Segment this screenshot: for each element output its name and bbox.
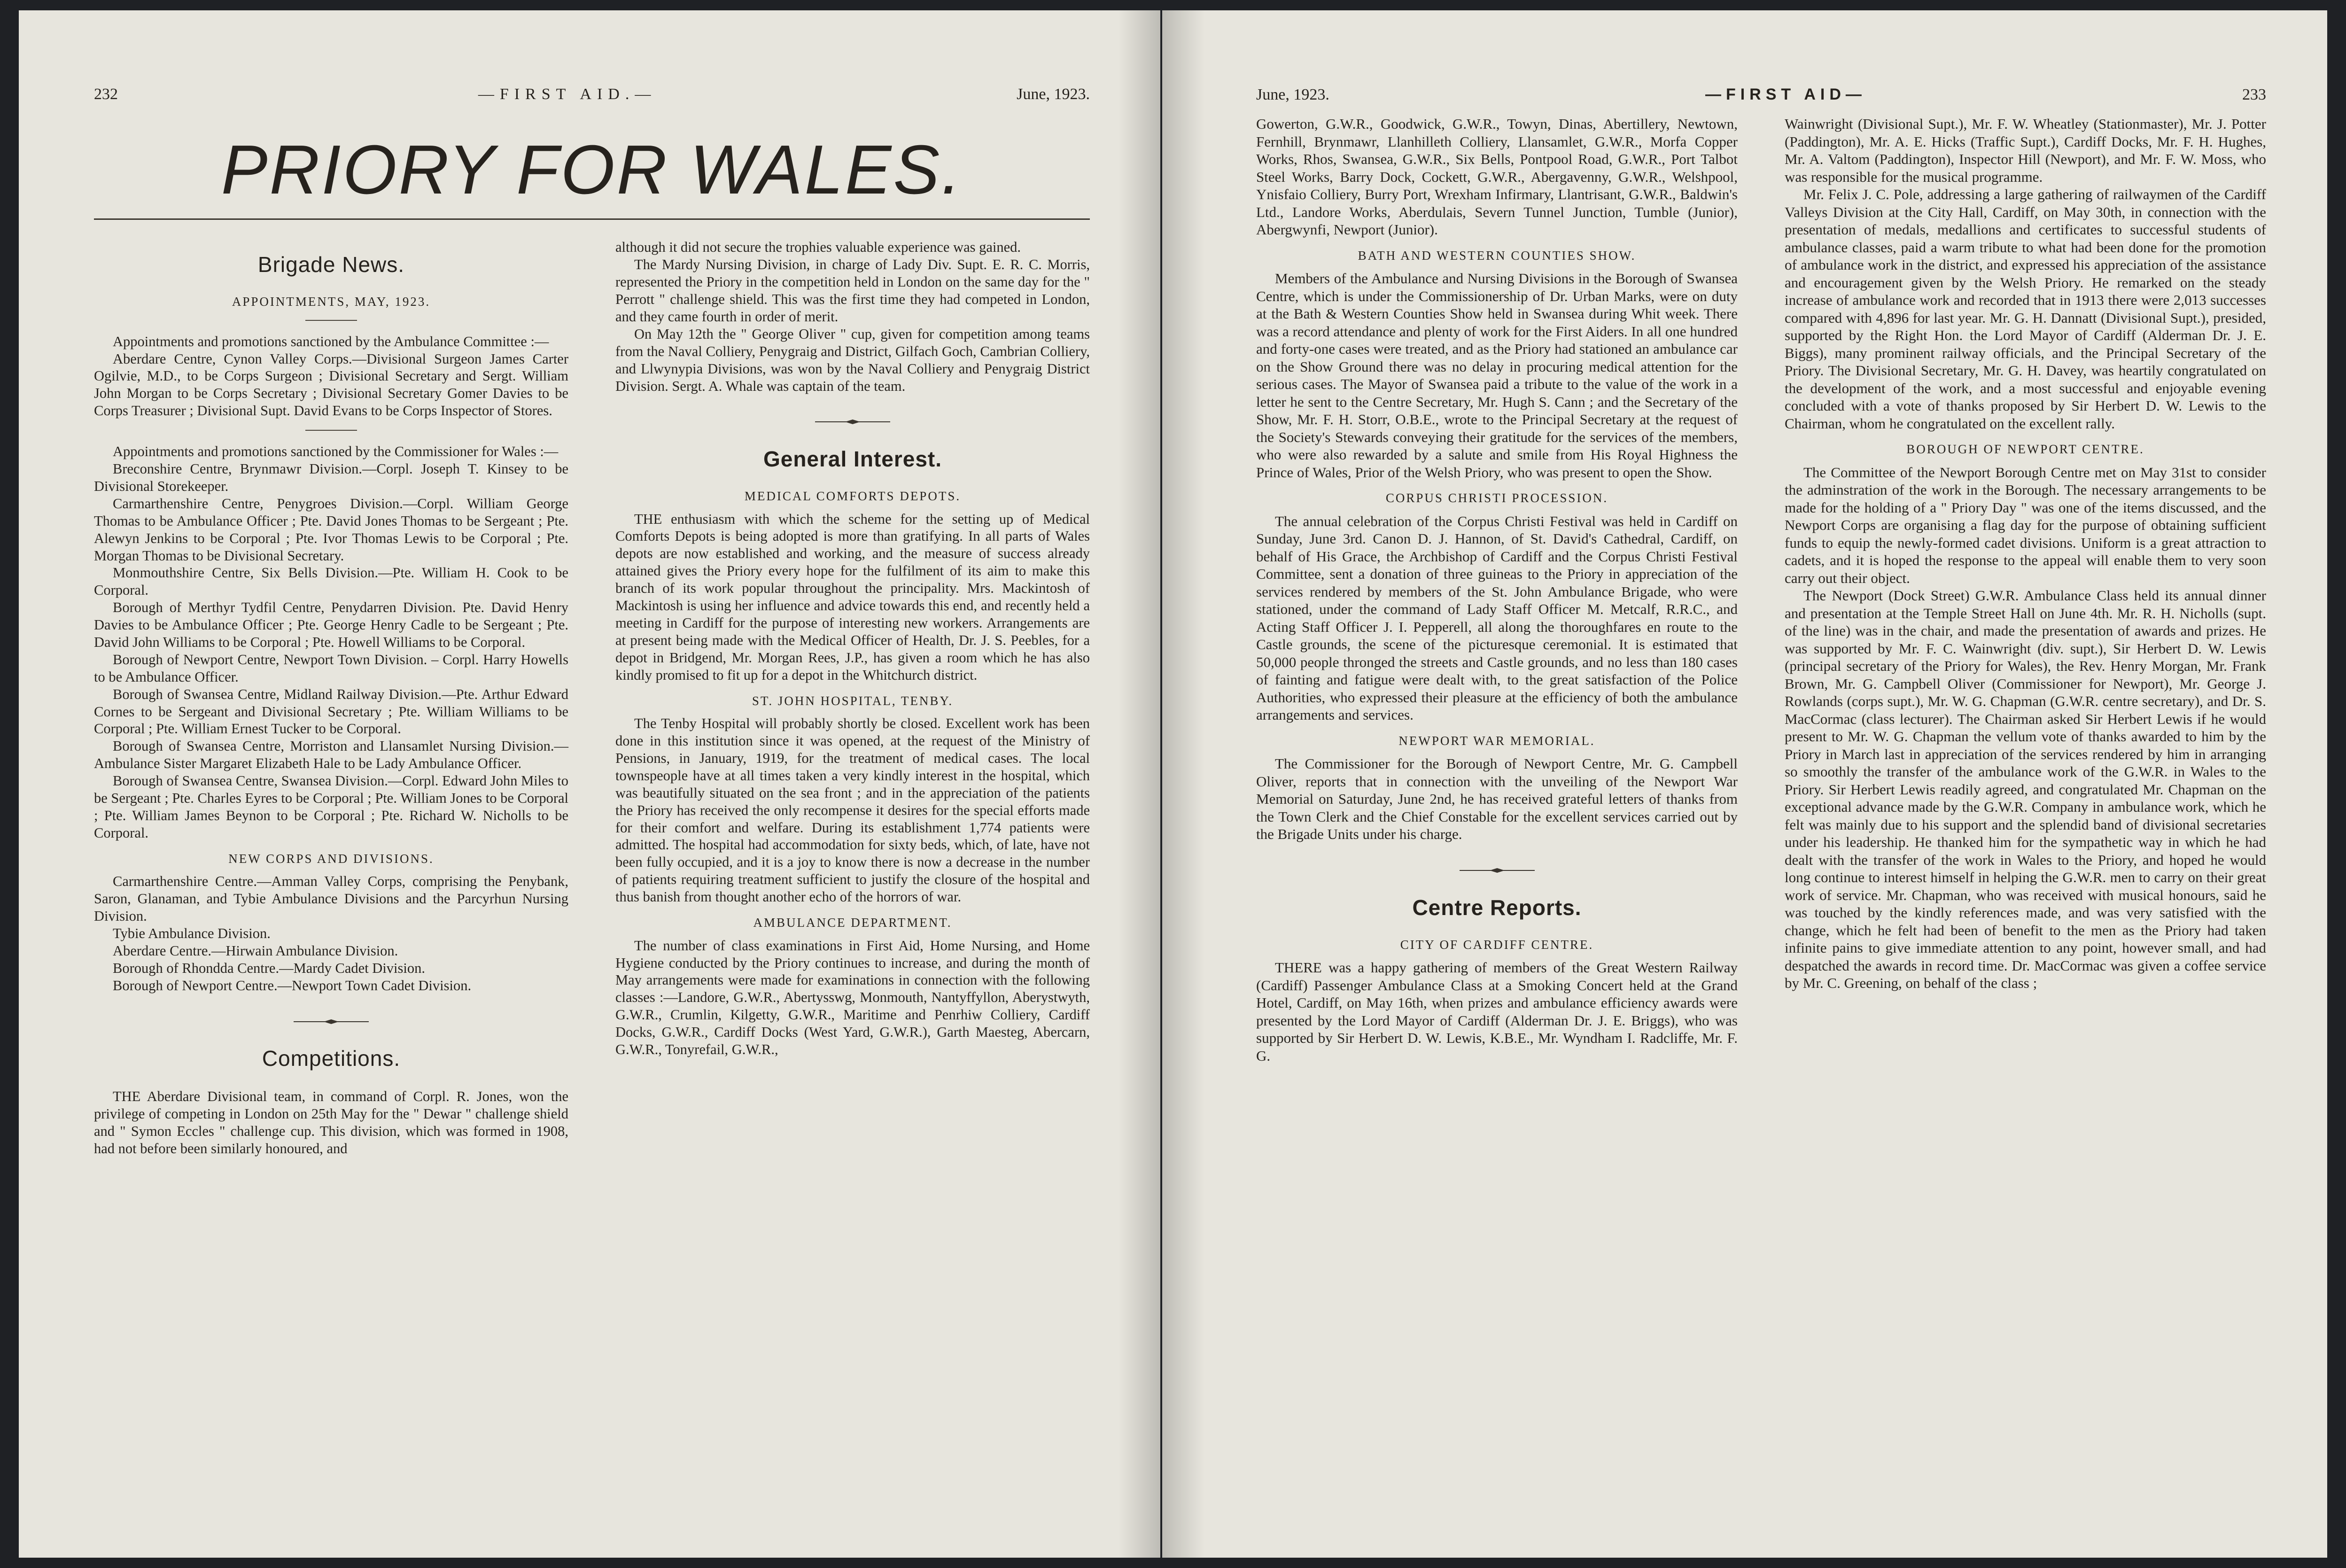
left-columns [94, 239, 1090, 1545]
short-rule [305, 430, 357, 431]
paragraph: Borough of Merthyr Tydfil Centre, Penydarren Division. Pte. David Henry Davies to be Ambulance Officer ; Pte. George Henry Cadle to be Sergeant ; Pte. David John Williams to be Corporal ; Pte. Howell Williams to be Corporal. [94, 599, 568, 650]
running-title: —FIRST AID— [1705, 85, 1866, 103]
appointments-heading: APPOINTMENTS, MAY, 1923. [232, 295, 431, 309]
paragraph: THE Aberdare Divisional team, in command of Corpl. R. Jones, won the privilege of competing in London on 25th May for the " Dewar " challenge shield and " Symon Eccles " challenge cup. This division, which was formed in 1908, had not before been similarly honoured, and [94, 1088, 568, 1157]
paragraph: The number of class examinations in First Aid, Home Nursing, and Home Hygiene conducted by the Priory continues to increase, and during the month of May arrangements were made for examinations in connection with the following classes :—Landore, G.W.R., Abertysswg, Monmouth, Nantyffyllon, Aberystwyth, G.W.R., Crumlin, Kilgetty, G.W.R., Maritime and Penrhiw Colliery, Cardiff Docks, G.W.R., Cardiff Docks (West Yard, G.W.R.), Garth Maesteg, Abercarn, G.W.R., Tonyrefail, G.W.R., [615, 937, 1090, 1057]
running-title: —FIRST AID.— [478, 85, 657, 103]
running-head [94, 85, 1090, 110]
bath-show-heading: BATH AND WESTERN COUNTIES SHOW. [1358, 248, 1636, 263]
page-number: 233 [2242, 86, 2266, 103]
corpus-christi-heading: CORPUS CHRISTI PROCESSION. [1385, 491, 1608, 505]
paragraph: Gowerton, G.W.R., Goodwick, G.W.R., Towyn, Dinas, Abertillery, Newtown, Fernhill, Brynmawr, Llanhilleth Colliery, Llansamlet, G.W.R., Morfa Copper Works, Rhos, Swansea, G.W.R., Six Bells, Pontpool Road, G.W.R., Port Talbot Steel Works, Barry Dock, Cockett, G.W.R., Abergavenny, G.W.R., Welshpool, Ynisfaio Colliery, Burry Port, Wrexham Infirmary, Llantrisant, G.W.R., Baldwin's Ltd., Landore Works, Aberdulais, Severn Tunnel Junction, Tumble (Junior), Abergwynfi, Newport (Junior). [1256, 116, 1738, 238]
paragraph: Carmarthenshire Centre, Penygroes Division.—Corpl. William George Thomas to be Ambulance Officer ; Pte. David Jones Thomas to be Sergeant ; Pte. Alewyn Jenkins to be Corporal ; Pte. Ivor Thomas Lewis to be Corporal ; Pte. Morgan Thomas to be Divisional Secretary. [94, 495, 568, 564]
newport-memorial-heading: NEWPORT WAR MEMORIAL. [1398, 733, 1595, 748]
page-number: 232 [94, 85, 118, 103]
right-column-1 [1256, 115, 1738, 1524]
paragraph: Wainwright (Divisional Supt.), Mr. F. W. Wheatley (Stationmaster), Mr. J. Potter (Paddington), Mr. A. E. Hicks (Traffic Supt.), Cardiff Docks, Mr. F. H. Hughes, Mr. A. Valtom (Paddington), Inspector Hill (Newport), and Mr. F. W. Moss, who was responsible for the musical programme. [1785, 116, 2266, 185]
section-title-brigade-news: Brigade News. [257, 252, 405, 277]
gutter-shadow [1162, 10, 1204, 1558]
paragraph: Borough of Swansea Centre, Midland Railway Division.—Pte. Arthur Edward Cornes to be Sergeant and Divisional Secretary ; Pte. William Williams to be Corporal ; Pte. William Ernest Tucker to be Corporal. [94, 686, 568, 737]
paragraph: THE enthusiasm with which the scheme for the setting up of Medical Comforts Depots is being adopted is more than gratifying. In all parts of Wales depots are now established and working, and the measure of success already attained gives the Priory every hope for the fulfilment of its aim to make this branch of its work popular throughout the principality. Mrs. Mackintosh of Mackintosh is using her influence and advice towards this end, and recently held a meeting in Cardiff for the purpose of interesting new workers. Arrangements are at present being made with the Medical Officer of Health, Dr. J. S. Peebles, for a depot in Bridgend, Mr. Morgan Rees, J.P., has given a room which he has also kindly promised to fit up for a depot in the Whitchurch district. [615, 511, 1090, 683]
newport-centre-heading: BOROUGH OF NEWPORT CENTRE. [1906, 442, 2144, 456]
paragraph: Appointments and promotions sanctioned by the Ambulance Committee :— [113, 333, 549, 349]
running-date: June, 1923. [1256, 86, 1329, 103]
right-column-2 [1785, 115, 2266, 1524]
section-title-competitions: Competitions. [262, 1046, 401, 1071]
running-date: June, 1923. [1017, 85, 1090, 103]
ambulance-department-heading: AMBULANCE DEPARTMENT. [753, 915, 952, 930]
right-columns [1256, 115, 2266, 1524]
paragraph: Aberdare Centre, Cynon Valley Corps.—Divisional Surgeon James Carter Ogilvie, M.D., to be Corps Surgeon ; Divisional Secretary and Sergt. William John Morgan to be Corps Secretary ; Divisional Secretary Gomer Davies to be Corps Treasurer ; Divisional Supt. David Evans to be Corps Inspector of Stores. [94, 350, 568, 419]
paragraph: Borough of Rhondda Centre.—Mardy Cadet Division. [113, 960, 425, 976]
paragraph: Borough of Swansea Centre, Swansea Division.—Corpl. Edward John Miles to be Sergeant ; Pte. Charles Eyres to be Corporal ; Pte. William Jones to be Corporal ; Pte. William James Beynon to be Corporal ; Pte. Richard W. Nicholls to be Corporal. [94, 773, 568, 841]
paragraph: Borough of Newport Centre, Newport Town Division. – Corpl. Harry Howells to be Ambulance Officer. [94, 651, 568, 685]
paragraph: THERE was a happy gathering of members of the Great Western Railway (Cardiff) Passenger Ambulance Class at a Smoking Concert held at the Grand Hotel, Cardiff, on May 16th, when prizes and ambulance efficiency awards were presented by the Lord Mayor of Cardiff (Alderman Dr. J. E. Briggs), who was supported by Sir Herbert D. W. Lewis, K.B.E., Mr. Wyndham I. Radcliffe, Mr. F. G. [1256, 959, 1738, 1064]
right-page [1162, 10, 2327, 1558]
paragraph: Appointments and promotions sanctioned by the Commissioner for Wales :— [113, 443, 559, 460]
left-column-1 [94, 239, 568, 1545]
paragraph: Mr. Felix J. C. Pole, addressing a large gathering of railwaymen of the Cardiff Valleys Division at the City Hall, Cardiff, on May 30th, in connection with the presentation of medals, medallions and certificates to successful students of ambulance classes, paid a warm tribute to what had been done for the promotion of ambulance work in the district, and expressed his appreciation of the assistance and encouragement given by the Welsh Priory. He remarked on the steady increase of ambulance work and recorded that in 1913 there were 2,013 successes compared with 4,896 for last year. Mr. G. H. Dannatt (Divisional Supt.), presided, supported by the Right Hon. the Lord Mayor of Cardiff (Alderman Dr. J. E. Biggs), many prominent railway officials, and the Principal Secretary of the Priory. The Divisional Secretary, Mr. G. H. Davey, was heartily congratulated on the development of the work, and a most successful and enjoyable evening concluded with a vote of thanks proposed by Sir Herbert D. W. Lewis to the Chairman, whom he congratulated on the excellent rally. [1785, 186, 2266, 432]
paragraph: Breconshire Centre, Brynmawr Division.—Corpl. Joseph T. Kinsey to be Divisional Storekeeper. [94, 461, 568, 494]
paragraph: The Mardy Nursing Division, in charge of Lady Div. Supt. E. R. C. Morris, represented the Priory in the competition held in London on the same day for the " Perrott " challenge shield. This was the first time they had competed in London, and they came fourth in order of merit. [615, 256, 1090, 325]
section-title-general-interest: General Interest. [763, 447, 942, 472]
new-corps-heading: NEW CORPS AND DIVISIONS. [228, 851, 434, 866]
paragraph: The annual celebration of the Corpus Christi Festival was held in Cardiff on Sunday, June 3rd. Canon D. J. Hannon, of St. David's Cathedral, Cardiff, on behalf of His Grace, the Archbishop of Cardiff and the Corpus Christi Festival Committee, sent a donation of three guineas to the Priory in appreciation of the services rendered by members of the St. John Ambulance Brigade, who were stationed, under the command of Lady Staff Officer M. Metcalf, R.R.C., and Acting Staff Officer J. I. Pepperell, all along the thoroughfares en route to the Castle grounds, the scene of the picturesque ceremonial. It is estimated that 50,000 people thronged the streets and Castle grounds, and no less than 180 cases of fainting and fatigue were dealt with, to the great satisfaction of the Police Authorities, who expressed their pleasure at the efficiency of both the ambulance arrangements and services. [1256, 512, 1738, 723]
paragraph: Carmarthenshire Centre.—Amman Valley Corps, comprising the Penybank, Saron, Glanaman, and Tybie Ambulance Divisions and the Parcyrhun Nursing Division. [94, 873, 568, 924]
cardiff-centre-heading: CITY OF CARDIFF CENTRE. [1400, 937, 1594, 952]
left-page [19, 10, 1160, 1558]
section-title-centre-reports: Centre Reports. [1412, 895, 1582, 920]
paragraph: The Newport (Dock Street) G.W.R. Ambulance Class held its annual dinner and presentation at the Temple Street Hall on June 4th. Mr. R. H. Nicholls (supt. of the line) was in the chair, and made the presentation of awards and prizes. He was supported by Mr. F. C. Wainwright (div. supt.), Sir Herbert D. W. Lewis (principal secretary of the Priory for Wales), the Rev. Henry Morgan, Mr. Frank Brown, Mr. G. Campbell Oliver (Commissioner for Newport), Mr. George J. Rowlands (corps supt.), Mr. W. G. Chapman (G.W.R. centre secretary), and Dr. S. MacCormac (class lecturer). The Chairman asked Sir Herbert Lewis if he would present to Mr. W. G. Chapman the vellum vote of thanks awarded to him by the Priory in March last in appreciation of the services rendered by him in arranging so smoothly the transfer of the ambulance work of the G.W.R. in Wales to the Priory. Sir Herbert Lewis readily agreed, and congratulated Mr. Chapman on the exceptional advance made by the G.W.R. Company in ambulance work, which he felt was mainly due to his support and the splendid band of divisional secretaries under his leadership. He thanked him for the sympathetic way in which he had dealt with the transfer of the work in Wales to the Priory, and hoped he would long continue to interest himself in helping the G.W.R. men to carry on their great work of service. Mr. Chapman, who was received with musical honours, said he was touched by the kindly references made, and was very satisfied with the change, which he felt had been of benefit to the men as the Priory had taken infinite pains to give immediate attention to any point, however small, and had despatched the awards in record time. Dr. MacCormac was given a coffee service by Mr. C. Greening, on behalf of the class ; [1785, 587, 2266, 992]
paragraph: Monmouthshire Centre, Six Bells Division.—Pte. William H. Cook to be Corporal. [94, 565, 568, 598]
left-column-2 [615, 239, 1090, 1545]
page-title: PRIORY FOR WALES. [94, 115, 1090, 220]
gutter-shadow [1118, 10, 1160, 1558]
paragraph: On May 12th the " George Oliver " cup, given for competition among teams from the Naval Colliery, Penygraig and District, Gilfach Goch, Cambrian Colliery, and Llwynypia Divisions, was won by the Naval Colliery and Penygraig District Division. Sergt. A. Whale was captain of the team. [615, 326, 1090, 394]
medical-comforts-heading: MEDICAL COMFORTS DEPOTS. [744, 489, 961, 503]
paragraph: Borough of Swansea Centre, Morriston and Llansamlet Nursing Division.—Ambulance Sister Margaret Elizabeth Hale to be Lady Ambulance Officer. [94, 738, 568, 772]
ornament-divider [94, 1013, 568, 1029]
paragraph: The Committee of the Newport Borough Centre met on May 31st to consider the adminstration of the work in the Borough. The necessary arrangements to be made for the holding of a " Priory Day " was one of the items discussed, and the Newport Corps are organising a flag day for the purpose of obtaining sufficient funds to equip the newly-formed cadet divisions. Uniform is a great attraction to cadets, and it is hoped the response to the appeal will enable them to very soon carry out their object. [1785, 464, 2266, 586]
running-head [1256, 85, 2266, 110]
paragraph: The Tenby Hospital will probably shortly be closed. Excellent work has been done in this institution since it was opened, at the request of the Ministry of Pensions, in January, 1919, for the treatment of medical cases. The local townspeople have at all times taken a very kindly interest in the hospital, which was beautifully situated on the sea front ; and in the appreciation of the patients the Priory has received the only recompense it desires for the special efforts made for their comfort and welfare. During its establishment 1,774 patients were admitted. The hospital had accommodation for sixty beds, which, of late, have not been fully occupied, and it is a joy to know there is now a decrease in the number of patients requiring treatment sufficient to justify the closure of the hospital and thus banish from thought another echo of the horrors of war. [615, 715, 1090, 905]
paragraph: although it did not secure the trophies valuable experience was gained. [615, 239, 1021, 256]
paragraph: Members of the Ambulance and Nursing Divisions in the Borough of Swansea Centre, which is under the Commissionership of Dr. Urban Marks, were on duty at the Bath & Western Counties Show held in Swansea during Whit week. There was a record attendance and plenty of work for the First Aiders. In all one hundred and forty-one cases were treated, and as the Priory had stationed an ambulance car on the Show Ground there was no delay in procuring medical attention for the serious cases. The Mayor of Swansea paid a tribute to the value of the work in a letter he sent to the Centre Secretary, Mr. Hugh S. Cann ; and the Secretary of the Show, Mr. F. H. Storr, O.B.E., wrote to the Principal Secretary at the request of the Society's Stewards conveying their gratitude for the services of the members, who were also rewarded by a salute and smile from His Royal Highness the Prince of Wales, Prior of the Welsh Priory, who was present to open the Show. [1256, 270, 1738, 481]
ornament-divider [1256, 862, 1738, 878]
ornament-divider [615, 413, 1090, 429]
paragraph: The Commissioner for the Borough of Newport Centre, Mr. G. Campbell Oliver, reports that in connection with the unveiling of the Newport War Memorial on Saturday, June 2nd, he has received grateful letters of thanks from the Town Clerk and the Chief Constable for the excellent services carried out by the Brigade Units under his charge. [1256, 755, 1738, 843]
paragraph: Borough of Newport Centre.—Newport Town Cadet Division. [113, 977, 472, 994]
short-rule [305, 320, 357, 321]
tenby-hospital-heading: ST. JOHN HOSPITAL, TENBY. [752, 693, 954, 708]
paragraph: Tybie Ambulance Division. [113, 925, 271, 941]
paragraph: Aberdare Centre.—Hirwain Ambulance Division. [113, 942, 398, 959]
